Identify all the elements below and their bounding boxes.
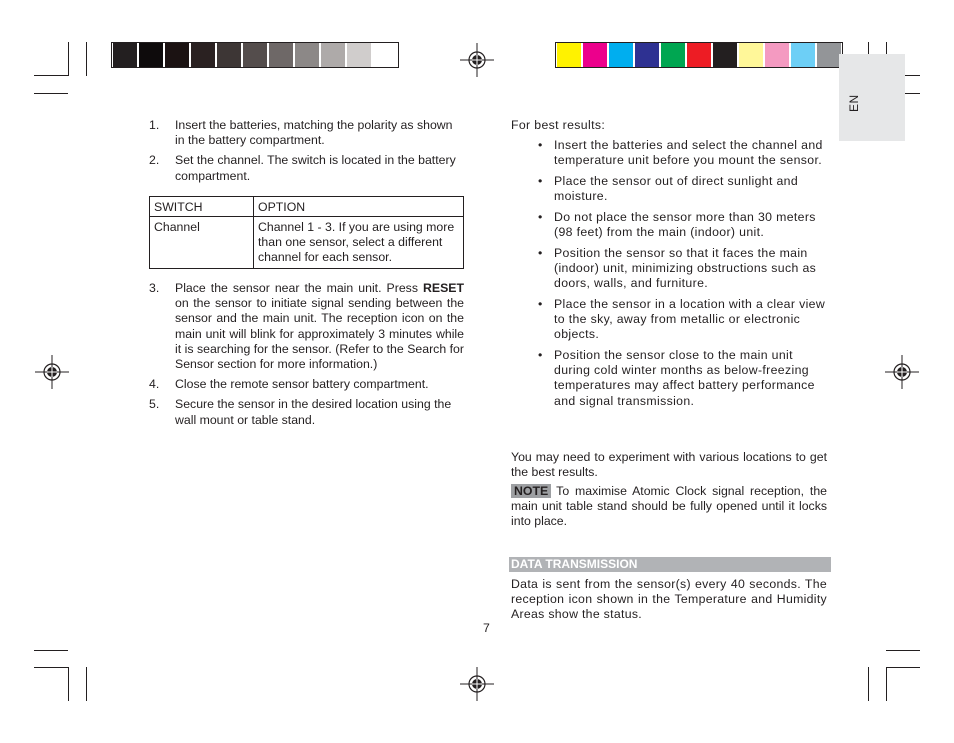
- list-item: [149, 397, 464, 427]
- registration-mark-icon: [35, 355, 69, 389]
- note-paragraph: [511, 484, 827, 530]
- list-item-text: Place the sensor out of direct sunlight and moisture.: [554, 173, 799, 204]
- list-item-text: Position the sensor close to the main unit during cold winter months as below-freezing temperatures may affect battery performance and signal transmission.: [554, 347, 815, 408]
- page-number: 7: [483, 621, 490, 635]
- color-swatch: [661, 43, 685, 67]
- step-number: 1.: [149, 118, 160, 132]
- list-item: [149, 153, 464, 183]
- note-text: To maximise Atomic Clock signal reception, the main unit table stand should be fully opened until it locks into place.: [511, 484, 827, 529]
- step-text: Insert the batteries, matching the polarity as shown in the battery compartment.: [175, 118, 453, 148]
- step-text: [175, 281, 464, 372]
- color-swatch: [269, 43, 293, 67]
- color-swatch: [713, 43, 737, 67]
- list-item-text: Place the sensor in a location with a clear view to the sky, away from metallic or electronic objects.: [554, 296, 826, 342]
- registration-mark-icon: [885, 355, 919, 389]
- list-item: [511, 348, 829, 409]
- table-row: [150, 217, 464, 269]
- step-text-part: Place the sensor near the main unit. Press: [175, 281, 423, 295]
- color-swatch: [817, 43, 841, 67]
- step-text: Set the channel. The switch is located in the battery compartment.: [175, 153, 456, 183]
- bullet-icon: •: [538, 245, 543, 260]
- color-swatch: [243, 43, 267, 67]
- bullet-icon: •: [538, 347, 543, 362]
- section-heading-data-transmission: DATA TRANSMISSION: [509, 557, 831, 572]
- color-swatch: [347, 43, 371, 67]
- setup-steps-b: [149, 281, 464, 433]
- bullet-icon: •: [538, 138, 543, 152]
- reset-key-label: RESET: [423, 281, 464, 295]
- color-swatch: [373, 43, 397, 67]
- list-item: [511, 297, 829, 343]
- note-label: NOTE: [511, 484, 551, 498]
- color-swatch: [765, 43, 789, 67]
- color-swatch: [113, 43, 137, 67]
- list-item-text: Do not place the sensor more than 30 meters (98 feet) from the main (indoor) unit.: [554, 209, 816, 240]
- grayscale-bar: [111, 42, 399, 68]
- color-swatch: [739, 43, 763, 67]
- color-swatch: [139, 43, 163, 67]
- list-item: [511, 246, 829, 292]
- color-swatch: [557, 43, 581, 67]
- list-item: [149, 118, 464, 148]
- color-swatch: [191, 43, 215, 67]
- color-swatch: [295, 43, 319, 67]
- list-item: [511, 174, 829, 204]
- color-swatch: [609, 43, 633, 67]
- color-swatch: [583, 43, 607, 67]
- color-swatch: [165, 43, 189, 67]
- setup-steps-a: [149, 118, 464, 189]
- step-number: 2.: [149, 153, 160, 168]
- color-swatch: [635, 43, 659, 67]
- table-cell: Channel: [150, 217, 254, 269]
- registration-mark-icon: [460, 43, 494, 77]
- color-swatch: [217, 43, 241, 67]
- bullet-icon: •: [538, 173, 543, 188]
- list-item: [511, 138, 829, 168]
- step-number: 4.: [149, 377, 160, 392]
- color-swatch: [687, 43, 711, 67]
- table-cell: Channel 1 - 3. If you are using more than one sensor, select a different channel for each sensor.: [254, 217, 464, 269]
- step-text: Close the remote sensor battery compartment.: [175, 377, 429, 392]
- list-item: [149, 377, 464, 392]
- color-swatch: [791, 43, 815, 67]
- step-number: 5.: [149, 397, 160, 412]
- table-header-cell: SWITCH: [150, 197, 254, 217]
- list-item: [511, 210, 829, 240]
- best-results-intro: For best results:: [511, 118, 606, 132]
- step-number: 3.: [149, 281, 160, 295]
- data-transmission-paragraph: Data is sent from the sensor(s) every 40 seconds. The reception icon shown in the Temperature and Humidity Areas show the status.: [511, 577, 827, 622]
- step-text-part: on the sensor to initiate signal sending between the sensor and the main unit. The reception icon on the main unit will blink for approximately 3 minutes while it is searching for the sensor. (Refer to the Search for Sensor section for more information.): [175, 296, 464, 372]
- language-tab-label: EN: [847, 94, 861, 112]
- list-item-text: Insert the batteries and select the channel and temperature unit before you mount the sensor.: [554, 138, 823, 168]
- best-results-list: [511, 138, 829, 414]
- list-item-text: Position the sensor so that it faces the main (indoor) unit, minimizing obstructions such as doors, walls, and furniture.: [554, 245, 817, 291]
- switch-table: [149, 196, 464, 269]
- color-bar: [555, 42, 843, 68]
- list-item: [149, 281, 464, 372]
- bullet-icon: •: [538, 296, 543, 311]
- table-header-row: [150, 197, 464, 217]
- table-header-cell: OPTION: [254, 197, 464, 217]
- language-tab: [839, 54, 905, 141]
- registration-mark-icon: [460, 667, 494, 701]
- color-swatch: [321, 43, 345, 67]
- step-text: Secure the sensor in the desired location using the wall mount or table stand.: [175, 397, 452, 427]
- experiment-paragraph: You may need to experiment with various locations to get the best results.: [511, 450, 827, 480]
- bullet-icon: •: [538, 209, 543, 224]
